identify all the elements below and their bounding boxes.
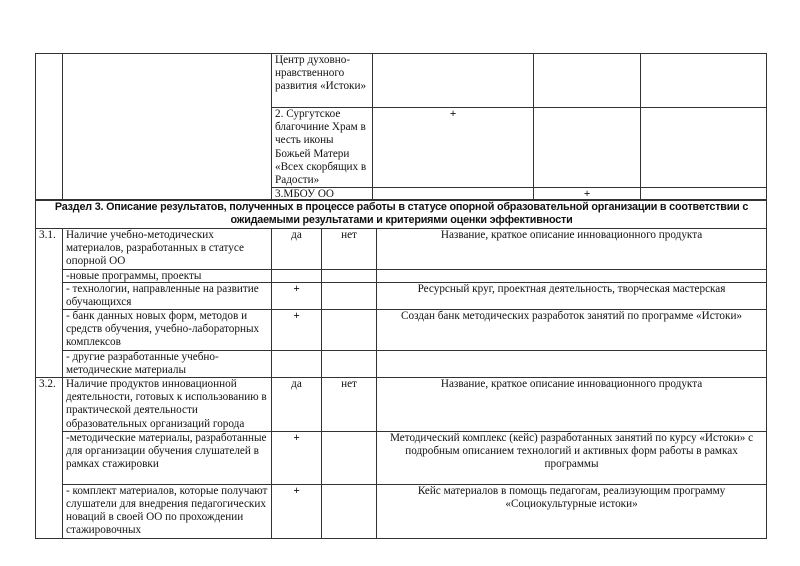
table-row <box>36 484 767 538</box>
no-mark <box>322 431 377 484</box>
mark-cell <box>641 54 767 108</box>
no-mark <box>322 350 377 377</box>
mark-cell <box>373 54 534 108</box>
table-row <box>36 269 767 282</box>
partners-table <box>35 53 767 201</box>
item-row-description: Кейс материалов в помощь педагогам, реализующим программу «Социокультурные истоки» <box>377 484 767 538</box>
item-row-label: - банк данных новых форм, методов и средств обучения, учебно-лабораторных комплексов <box>63 310 272 351</box>
table-row <box>36 350 767 377</box>
section-title: Раздел 3. Описание результатов, полученных в процессе работы в статусе опорной образовательной организации в соответствии с ожидаемыми результатами и критериями оценки эффективности <box>43 200 759 229</box>
table-row <box>36 378 767 432</box>
partner-cell: 2. Сургутское благочиние Храм в честь иконы Божьей Матери «Всех скорбящих в Радости» <box>272 108 373 188</box>
item-row-label: - комплект материалов, которые получают слушатели для внедрения педагогических новаций в своей ОО по прохождении стажировочных <box>63 484 272 538</box>
table-row <box>36 54 767 108</box>
yes-header: да <box>272 229 322 270</box>
yes-mark <box>272 269 322 282</box>
results-table <box>35 199 767 539</box>
table-row <box>36 310 767 351</box>
item-row-description <box>377 269 767 282</box>
item-row-description: Методический комплекс (кейс) разработанных занятий по курсу «Истоки» с подробным описанием технологий и активных форм работы в рамках программы <box>377 431 767 484</box>
yes-mark <box>272 350 322 377</box>
item-row-label: - технологии, направленные на развитие обучающихся <box>63 282 272 309</box>
item-row-description <box>377 350 767 377</box>
partner-cell: Центр духовно-нравственного развития «Истоки» <box>272 54 373 108</box>
item-criterion: Наличие продуктов инновационной деятельности, готовых к использованию в практической деятельности образовательных организаций города <box>63 378 272 432</box>
no-mark <box>322 484 377 538</box>
mark-cell: + <box>373 108 534 188</box>
criterion-cell <box>63 54 272 201</box>
table-row <box>36 229 767 270</box>
no-header: нет <box>322 378 377 432</box>
section-header-row <box>36 200 767 229</box>
partner-cell: 3.МБОУ ОО <box>272 188 373 201</box>
item-row-label: -новые программы, проекты <box>63 269 272 282</box>
yes-mark: + <box>272 431 322 484</box>
mark-cell <box>641 108 767 188</box>
number-cell <box>36 54 63 201</box>
item-row-description: Ресурсный круг, проектная деятельность, творческая мастерская <box>377 282 767 309</box>
yes-header: да <box>272 378 322 432</box>
item-row-label: -методические материалы, разработанные для организации обучения слушателей в рамках стажировки <box>63 431 272 484</box>
item-row-label: - другие разработанные учебно-методические материалы <box>63 350 272 377</box>
mark-cell <box>534 108 641 188</box>
description-header: Название, краткое описание инновационного продукта <box>377 229 767 270</box>
no-mark <box>322 269 377 282</box>
mark-cell: + <box>534 188 641 201</box>
no-mark <box>322 282 377 309</box>
table-row <box>36 431 767 484</box>
item-number: 3.2. <box>36 378 63 539</box>
no-mark <box>322 310 377 351</box>
table-row <box>36 282 767 309</box>
yes-mark: + <box>272 282 322 309</box>
no-header: нет <box>322 229 377 270</box>
item-row-description: Создан банк методических разработок занятий по программе «Истоки» <box>377 310 767 351</box>
mark-cell <box>534 54 641 108</box>
yes-mark: + <box>272 310 322 351</box>
yes-mark: + <box>272 484 322 538</box>
item-criterion: Наличие учебно-методических материалов, разработанных в статусе опорной ОО <box>63 229 272 270</box>
item-number: 3.1. <box>36 229 63 378</box>
description-header: Название, краткое описание инновационного продукта <box>377 378 767 432</box>
